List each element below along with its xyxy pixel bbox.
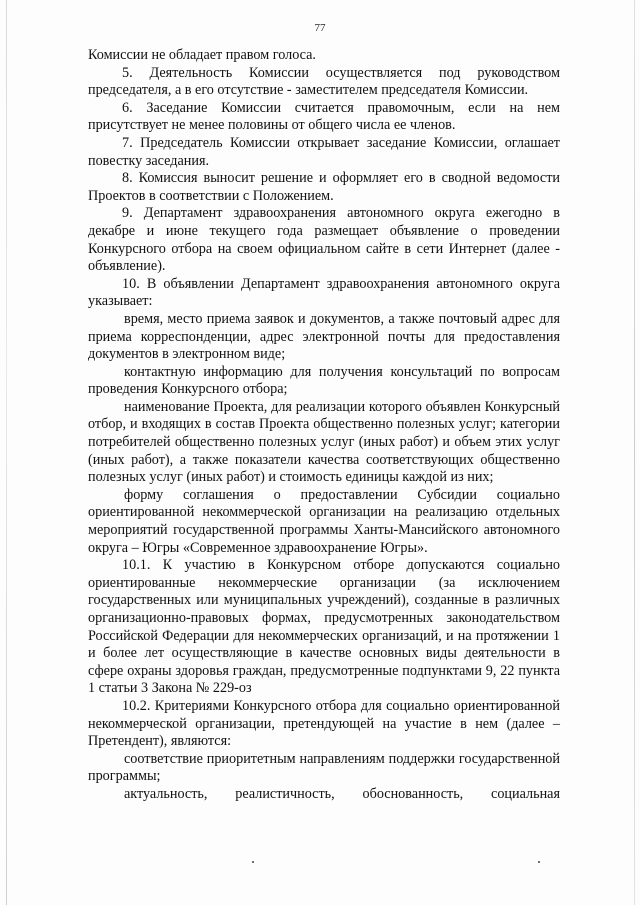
list-item-agreement-form: форму соглашения о предоставлении Субсидии социально ориентированной некоммерческой организации на реализацию отдельных мероприятий государственной программы Ханты-Мансийского автономного округа – Югры «Современное здравоохранение Югры». [88,486,560,556]
page-number: 77 [314,22,326,34]
scan-speck [538,861,540,863]
paragraph-voting-rights: Комиссии не обладает правом голоса. [88,47,316,63]
paragraph-6-quorum: 6. Заседание Комиссии считается правомочным, если на нем присутствует не менее половины от общего числа ее членов. [88,99,560,134]
paragraph-9-announcement: 9. Департамент здравоохранения автономного округа ежегодно в декабре и июне текущего года размещает объявление о проведении Конкурсного отбора на своем официальном сайте в сети Интернет (далее - объявление). [88,205,560,275]
list-item-project-name: наименование Проекта, для реализации которого объявлен Конкурсный отбор, и входящих в состав Проекта общественно полезных услуг; категории потребителей общественно полезных услуг (иных работ) и объем этих услуг (иных работ), а также показатели качества соответствующих общественно полезных услуг (иных работ) и стоимость единицы каждой из них; [88,398,560,486]
paragraph-10-1-eligibility: 10.1. К участию в Конкурсном отборе допускаются социально ориентированные некоммерческие организации (за исключением государственных или муниципальных учреждений), созданные в различных организационно-правовых формах, предусмотренных законодательством Российской Федерации для некоммерческих организаций, и на протяжении 1 и более лет осуществляющие в качестве основных виды деятельности в сфере охраны здоровья граждан, предусмотренные подпунктами 9, 22 пункта 1 статьи 3 Закона № 229-оз [88,557,560,697]
scan-edge-right [634,0,635,905]
list-item-relevance: актуальность, реалистичность, обоснованность, социальная [124,785,560,802]
paragraph-7-chairman: 7. Председатель Комиссии открывает заседание Комиссии, оглашает повестку заседания. [88,134,560,169]
paragraph-8-decision: 8. Комиссия выносит решение и оформляет его в сводной ведомости Проектов в соответствии с Положением. [88,170,560,204]
document-body [88,47,560,804]
list-item-priority-match: соответствие приоритетным направлениям поддержки государственной программы; [88,750,560,785]
paragraph-5-commission-activity: 5. Деятельность Комиссии осуществляется под руководством председателя, а в его отсутствие - заместителем председателя Комиссии. [88,64,560,99]
scan-edge-left [6,0,7,905]
paragraph-10-announcement-contents: 10. В объявлении Департамент здравоохранения автономного округа указывает: [88,275,560,310]
scan-speck [252,861,254,863]
paragraph-10-2-criteria: 10.2. Критериями Конкурсного отбора для социально ориентированной некоммерческой организации, претендующей на участие в нем (далее – Претендент), являются: [88,697,560,750]
list-item-time-place: время, место приема заявок и документов, а также почтовый адрес для приема корреспонденции, адрес электронной почты для предоставления документов в электронном виде; [88,310,560,363]
list-item-contact-info: контактную информацию для получения консультаций по вопросам проведения Конкурсного отбора; [88,363,560,398]
